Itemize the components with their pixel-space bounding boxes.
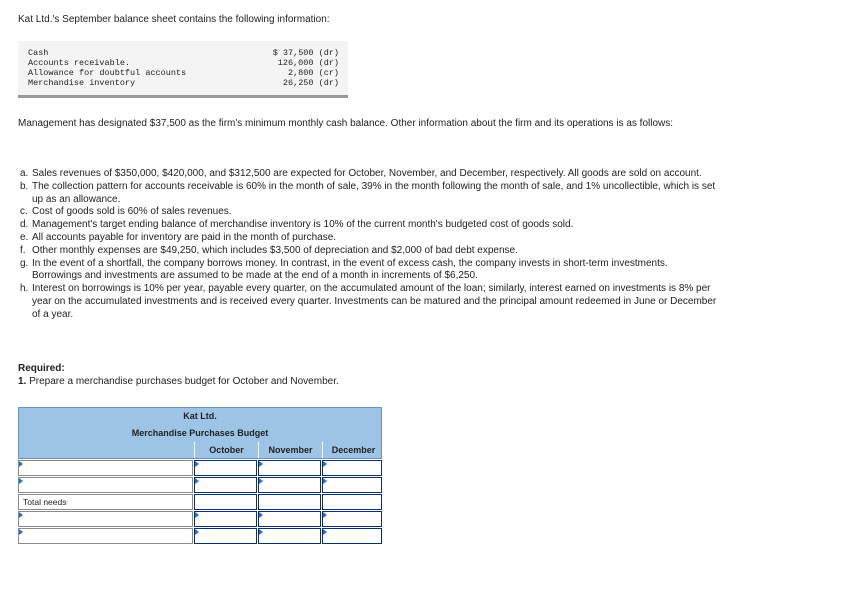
- item-marker: c.: [20, 206, 28, 218]
- dropdown-arrow-icon: [19, 512, 23, 518]
- input-arrow-icon: [195, 512, 199, 518]
- balance-label: Accounts receivable.: [28, 58, 131, 68]
- list-item: [18, 232, 718, 245]
- balance-label: Allowance for doubtful accounts: [28, 68, 187, 78]
- dropdown-arrow-icon: [19, 529, 23, 535]
- table-row: [18, 494, 382, 510]
- balance-row: [28, 58, 339, 68]
- item-text: The collection pattern for accounts receivable is 60% in the month of sale, 39% in the month following the month of sale, and 1% uncollectible, which is set up as an allowance.: [32, 180, 716, 205]
- assumptions-list: [18, 168, 718, 322]
- required-number: 1.: [18, 376, 27, 387]
- input-arrow-icon: [259, 529, 263, 535]
- row-label-cell: [18, 494, 193, 510]
- list-item: [18, 168, 718, 181]
- row-label-cell[interactable]: [18, 511, 193, 527]
- required-heading: Required:: [18, 363, 65, 374]
- balance-amount: 26,250 (dr): [282, 78, 339, 88]
- row-label-cell[interactable]: [18, 460, 193, 476]
- list-item: [18, 206, 718, 219]
- input-arrow-icon: [323, 478, 327, 484]
- item-marker: g.: [20, 257, 29, 269]
- balance-row: [28, 78, 339, 88]
- item-text: Sales revenues of $350,000, $420,000, and $312,500 are expected for October, November, and December, respectively. All goods are sold on account.: [32, 168, 702, 179]
- input-arrow-icon: [323, 461, 327, 467]
- item-text: Management's target ending balance of merchandise inventory is 10% of the current month's budgeted cost of goods sold.: [32, 219, 574, 231]
- budget-column-headers: [18, 442, 382, 459]
- balance-row: [28, 48, 339, 58]
- management-text: Management has designated $37,500 as the firm's minimum monthly cash balance. Other information about the firm and its operations is as follows:: [18, 118, 674, 129]
- column-header-november: November: [258, 442, 322, 458]
- row-label-cell[interactable]: [18, 477, 193, 493]
- item-marker: b.: [20, 180, 29, 192]
- input-arrow-icon: [259, 512, 263, 518]
- balance-row: [28, 68, 339, 78]
- november-input[interactable]: [258, 494, 321, 510]
- column-header-october: October: [194, 442, 258, 458]
- item-text: All accounts payable for inventory are paid in the month of purchase.: [32, 231, 337, 243]
- table-row: [18, 460, 382, 476]
- list-item: [18, 283, 718, 321]
- input-arrow-icon: [195, 478, 199, 484]
- balance-amount: 126,000 (dr): [277, 58, 339, 68]
- list-item: [18, 245, 718, 258]
- item-marker: e.: [20, 231, 29, 243]
- input-arrow-icon: [259, 478, 263, 484]
- balance-label: Cash: [28, 48, 49, 58]
- table-row: [18, 477, 382, 493]
- column-header-december: December: [322, 442, 384, 458]
- item-text: Other monthly expenses are $49,250, which includes $3,500 of depreciation and $2,000 of bad debt expense.: [32, 244, 518, 256]
- balance-sheet-box: [18, 41, 348, 98]
- intro-text: Kat Ltd.'s September balance sheet contains the following information:: [18, 14, 330, 25]
- row-label-cell[interactable]: [18, 528, 193, 544]
- dropdown-arrow-icon: [19, 478, 23, 484]
- december-input[interactable]: [322, 511, 382, 527]
- october-input[interactable]: [194, 528, 257, 544]
- item-text: Interest on borrowings is 10% per year, payable every quarter, on the accumulated amount of the loan; similarly, interest earned on investments is 8% per year on the accumulated investments and is received every quarter. Investments can be matured and the principal amount redeemed in June or December of a year.: [32, 283, 717, 320]
- budget-title: Merchandise Purchases Budget: [131, 428, 269, 438]
- input-arrow-icon: [195, 529, 199, 535]
- list-item: [18, 181, 718, 207]
- october-input[interactable]: [194, 494, 257, 510]
- row-label: Total needs: [23, 497, 67, 507]
- budget-header-company: [18, 407, 382, 424]
- november-input[interactable]: [258, 511, 321, 527]
- input-arrow-icon: [323, 512, 327, 518]
- item-marker: f.: [20, 244, 26, 256]
- balance-amount: 2,800 (cr): [287, 68, 339, 78]
- item-marker: h.: [20, 283, 29, 295]
- december-input[interactable]: [322, 477, 382, 493]
- company-name: Kat Ltd.: [183, 411, 217, 421]
- input-arrow-icon: [195, 461, 199, 467]
- merchandise-purchases-budget: [18, 407, 382, 545]
- november-input[interactable]: [258, 460, 321, 476]
- input-arrow-icon: [259, 461, 263, 467]
- december-input[interactable]: [322, 528, 382, 544]
- november-input[interactable]: [258, 528, 321, 544]
- required-instruction: [18, 375, 339, 388]
- table-row: [18, 528, 382, 544]
- list-item: [18, 219, 718, 232]
- table-row: [18, 511, 382, 527]
- budget-header-title: [18, 424, 382, 442]
- required-text: Prepare a merchandise purchases budget for October and November.: [29, 376, 339, 387]
- december-input[interactable]: [322, 494, 382, 510]
- december-input[interactable]: [322, 460, 382, 476]
- october-input[interactable]: [194, 511, 257, 527]
- balance-amount: $ 37,500 (dr): [272, 48, 339, 58]
- item-text: Cost of goods sold is 60% of sales revenues.: [32, 206, 232, 218]
- october-input[interactable]: [194, 477, 257, 493]
- item-text: In the event of a shortfall, the company borrows money. In contrast, in the event of excess cash, the company invests in short-term investments. Borrowings and investments are assumed to be made at the end of a month in increments of $6,250.: [32, 257, 668, 282]
- item-marker: d.: [20, 219, 29, 231]
- item-marker: a.: [20, 168, 29, 179]
- list-item: [18, 258, 718, 284]
- balance-label: Merchandise inventory: [28, 78, 136, 88]
- input-arrow-icon: [323, 529, 327, 535]
- dropdown-arrow-icon: [19, 461, 23, 467]
- october-input[interactable]: [194, 460, 257, 476]
- november-input[interactable]: [258, 477, 321, 493]
